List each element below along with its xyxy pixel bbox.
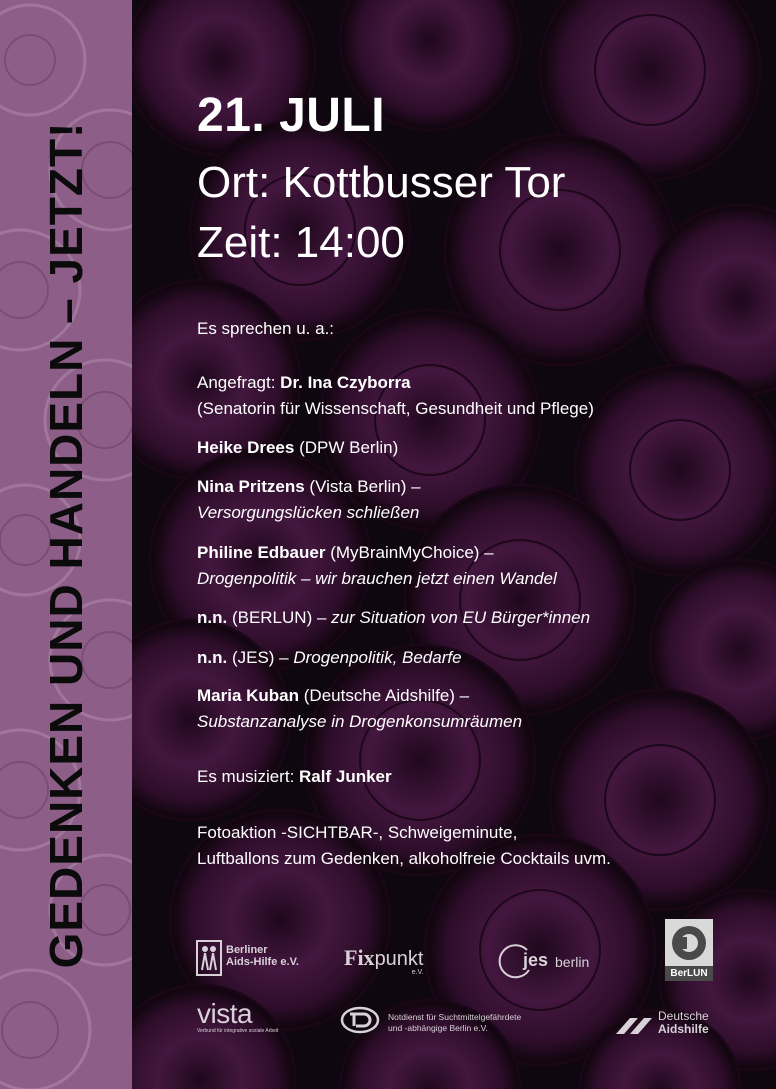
activities	[197, 820, 611, 872]
logo-text: Fix	[344, 945, 375, 970]
berlun-circle-icon	[665, 919, 713, 965]
event-date: 21. JULI	[197, 89, 386, 142]
speaker-name: Maria Kuban	[197, 686, 300, 705]
speaker-org: (MyBrainMyChoice) –	[325, 543, 494, 562]
fixpunkt-logo	[344, 945, 424, 976]
speaker-topic: Drogenpolitik – wir brauchen jetzt einen Wandel	[197, 569, 557, 588]
speaker-name: Philine Edbauer	[197, 543, 326, 562]
aidshilfe-figures-icon	[196, 940, 222, 976]
speaker-name: n.n.	[197, 648, 228, 667]
vista-logo	[197, 998, 278, 1034]
logo-text: punkt	[374, 948, 424, 970]
music-line	[197, 764, 392, 790]
speaker-5	[197, 605, 590, 631]
activities-line-2: Luftballons zum Gedenken, alkoholfreie Cocktails uvm.	[197, 849, 611, 868]
speaker-org: (JES) –	[227, 648, 294, 667]
slogan-band	[0, 0, 132, 1089]
logo-text: berlin	[555, 954, 590, 970]
event-time: Zeit: 14:00	[197, 218, 405, 267]
logo-text: Aidshilfe	[658, 1022, 709, 1036]
speaker-1	[197, 370, 594, 422]
music-label: Es musiziert:	[197, 767, 300, 786]
notdienst-logo	[340, 1006, 522, 1039]
notdienst-icon	[340, 1006, 380, 1034]
logo-text: Verbund für integrative soziale Arbeit	[197, 1028, 279, 1034]
speaker-topic: Drogenpolitik, Bedarfe	[293, 648, 462, 667]
speaker-org: (BERLUN) –	[227, 608, 332, 627]
speaker-name: Nina Pritzens	[197, 477, 305, 496]
speaker-org: (Vista Berlin) –	[304, 477, 421, 496]
speaker-name: n.n.	[197, 608, 228, 627]
logo-text: und -abhängige Berlin e.V.	[388, 1023, 488, 1033]
speaker-6	[197, 645, 462, 671]
logo-text: vista	[197, 998, 253, 1029]
speaker-topic: zur Situation von EU Bürger*innen	[331, 608, 591, 627]
slogan-text: GEDENKEN UND HANDELN – JETZT!	[40, 121, 92, 969]
speaker-role: (Senatorin für Wissenschaft, Gesundheit und Pflege)	[197, 399, 594, 418]
speaker-topic: Versorgungslücken schließen	[197, 503, 420, 522]
berlun-logo	[665, 919, 713, 981]
activities-line-1: Fotoaktion -SICHTBAR-, Schweigeminute,	[197, 823, 518, 842]
logo-text: jes	[523, 950, 549, 970]
berliner-aidshilfe-logo	[196, 940, 299, 981]
logo-text: e.V.	[411, 969, 424, 976]
logo-text: Aids-Hilfe e.V.	[226, 956, 299, 968]
speaker-topic: Substanzanalyse in Drogenkonsumräumen	[197, 712, 523, 731]
speaker-org: (Deutsche Aidshilfe) –	[299, 686, 470, 705]
speakers-intro: Es sprechen u. a.:	[197, 319, 335, 338]
speaker-name: Heike Drees	[197, 438, 295, 457]
deutsche-aidshilfe-logo	[616, 1009, 709, 1041]
speaker-name: Dr. Ina Czyborra	[280, 373, 411, 392]
speaker-org: (DPW Berlin)	[294, 438, 399, 457]
speaker-7	[197, 683, 522, 735]
speaker-3	[197, 474, 421, 526]
speaker-prefix: Angefragt:	[197, 373, 281, 392]
event-place: Ort: Kottbusser Tor	[197, 158, 566, 207]
logo-text: Notdienst für Suchtmittelgefährdete	[388, 1012, 522, 1022]
logo-text: Berliner	[226, 944, 268, 956]
aidshilfe-ribbon-icon	[616, 1010, 656, 1036]
logo-text: Deutsche	[658, 1009, 709, 1023]
speaker-4	[197, 540, 557, 592]
logo-text: BerLUN	[665, 966, 713, 981]
speaker-2	[197, 435, 398, 461]
musician-name: Ralf Junker	[299, 767, 392, 786]
